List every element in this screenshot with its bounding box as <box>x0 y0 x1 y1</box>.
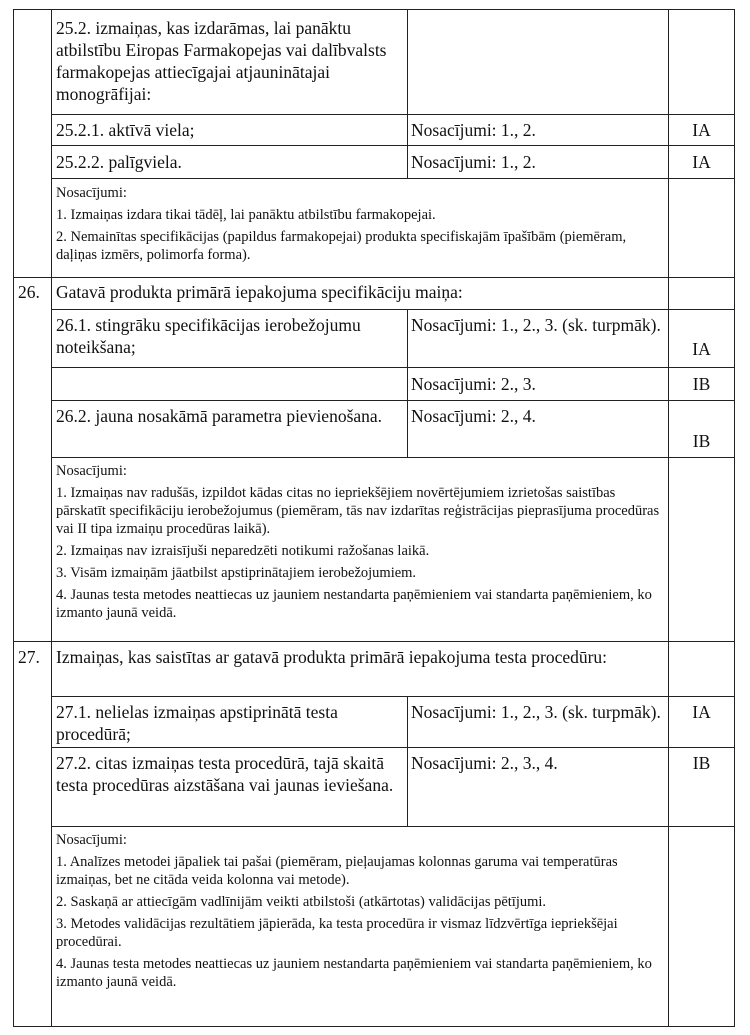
section-27-notes <box>56 831 664 995</box>
section-27-title: Izmaiņas, kas saistītas ar gatavā produkta primārā iepakojuma testa procedūru: <box>56 647 608 667</box>
notes-heading: Nosacījumi: <box>56 185 127 201</box>
col-divider-number <box>51 10 52 1026</box>
item-27-2-type: IB <box>692 753 711 773</box>
row-divider <box>51 696 734 697</box>
row-divider <box>51 309 734 310</box>
item-26-1-type: IA <box>692 339 711 359</box>
section-26-notes <box>56 462 664 626</box>
note-item: 2. Nemainītas specifikācijas (papildus farmakopejai) produkta specifiskajām īpašībām (piemēram, daļiņas izmērs, polimorfa forma). <box>56 229 627 263</box>
row-divider <box>14 641 734 642</box>
notes-heading: Nosacījumi: <box>56 832 127 848</box>
row-divider <box>51 457 734 458</box>
item-27-1-label: 27.1. nelielas izmaiņas apstiprinātā testa procedūrā; <box>56 702 338 744</box>
note-item: 2. Izmaiņas nav izraisījuši neparedzēti notikumi ražošanas laikā. <box>56 543 430 559</box>
item-26-2-type: IB <box>692 431 711 451</box>
col-divider-conditions-25 <box>407 10 408 178</box>
note-item: 4. Jaunas testa metodes neattiecas uz jauniem nestandarta paņēmieniem vai standarta paņēmieniem, ko izmanto jaunā veidā. <box>56 956 652 990</box>
item-27-1-conditions: Nosacījumi: 1., 2., 3. (sk. turpmāk). <box>411 702 661 722</box>
item-25-2-2-type: IA <box>692 152 711 172</box>
note-item: 2. Saskaņā ar attiecīgām vadlīnijām veikti atbilstoši (atkārtotas) validācijas pētījumi. <box>56 894 547 910</box>
item-26-1b-type: IB <box>692 374 711 394</box>
item-27-2-label: 27.2. citas izmaiņas testa procedūrā, tajā skaitā testa procedūras aizstāšana vai jaunas ieviešana. <box>56 753 394 795</box>
row-divider <box>51 178 734 179</box>
section-25-notes <box>56 184 664 268</box>
note-item: 4. Jaunas testa metodes neattiecas uz jauniem nestandarta paņēmieniem vai standarta paņēmieniem, ko izmanto jaunā veidā. <box>56 587 652 621</box>
section-26-title: Gatavā produkta primārā iepakojuma specifikāciju maiņa: <box>56 282 463 302</box>
row-divider <box>51 145 734 146</box>
item-25-2-1-conditions: Nosacījumi: 1., 2. <box>411 120 536 140</box>
row-divider <box>51 367 734 368</box>
row-divider <box>51 747 734 748</box>
item-25-2-label: 25.2. izmaiņas, kas izdarāmas, lai panāktu atbilstību Eiropas Farmakopejas vai dalībvalsts farmakopejas attiecīgajai atjauninātajai monogrāfijai: <box>56 18 387 104</box>
item-25-2-2-label: 25.2.2. palīgviela. <box>56 152 182 172</box>
notes-heading: Nosacījumi: <box>56 463 127 479</box>
col-divider-conditions-26 <box>407 309 408 458</box>
row-divider <box>51 400 734 401</box>
item-25-2-1-label: 25.2.1. aktīvā viela; <box>56 120 195 140</box>
item-25-2-2-conditions: Nosacījumi: 1., 2. <box>411 152 536 172</box>
row-divider <box>14 277 734 278</box>
item-27-2-conditions: Nosacījumi: 2., 3., 4. <box>411 753 558 773</box>
note-item: 1. Izmaiņas izdara tikai tādēļ, lai panāktu atbilstību farmakopejai. <box>56 207 436 223</box>
section-26-number: 26. <box>18 282 40 302</box>
note-item: 3. Visām izmaiņām jāatbilst apstiprinātajiem ierobežojumiem. <box>56 565 417 581</box>
item-26-1-conditions: Nosacījumi: 1., 2., 3. (sk. turpmāk). <box>411 315 661 335</box>
item-26-2-conditions: Nosacījumi: 2., 4. <box>411 406 536 426</box>
item-26-2-label: 26.2. jauna nosakāmā parametra pievienošana. <box>56 406 383 426</box>
item-25-2-1-type: IA <box>692 120 711 140</box>
note-item: 1. Izmaiņas nav radušās, izpildot kādas citas no iepriekšējiem novērtējumiem izrietošas saistības pārskatīt specifikāciju ierobežojumus (piemēram, tās nav izdarītas reģistrācijas pieprasījuma procedūras vai II tipa izmaiņu procedūras laikā). <box>56 485 660 537</box>
row-divider <box>51 114 734 115</box>
section-27-number: 27. <box>18 647 40 667</box>
item-26-1b-conditions: Nosacījumi: 2., 3. <box>411 374 536 394</box>
note-item: 1. Analīzes metodei jāpaliek tai pašai (piemēram, pieļaujamas kolonnas garuma vai temperatūras izmaiņas, bet ne citāda veida kolonna vai metode). <box>56 854 618 888</box>
col-divider-conditions-27 <box>407 696 408 827</box>
row-divider <box>51 826 734 827</box>
note-item: 3. Metodes validācijas rezultātiem jāpierāda, ka testa procedūra ir vismaz līdzvērtīga iepriekšējai procedūrai. <box>56 916 618 950</box>
item-27-1-type: IA <box>692 702 711 722</box>
item-26-1-label: 26.1. stingrāku specifikācijas ierobežojumu noteikšana; <box>56 315 361 357</box>
variations-table <box>13 9 735 1027</box>
